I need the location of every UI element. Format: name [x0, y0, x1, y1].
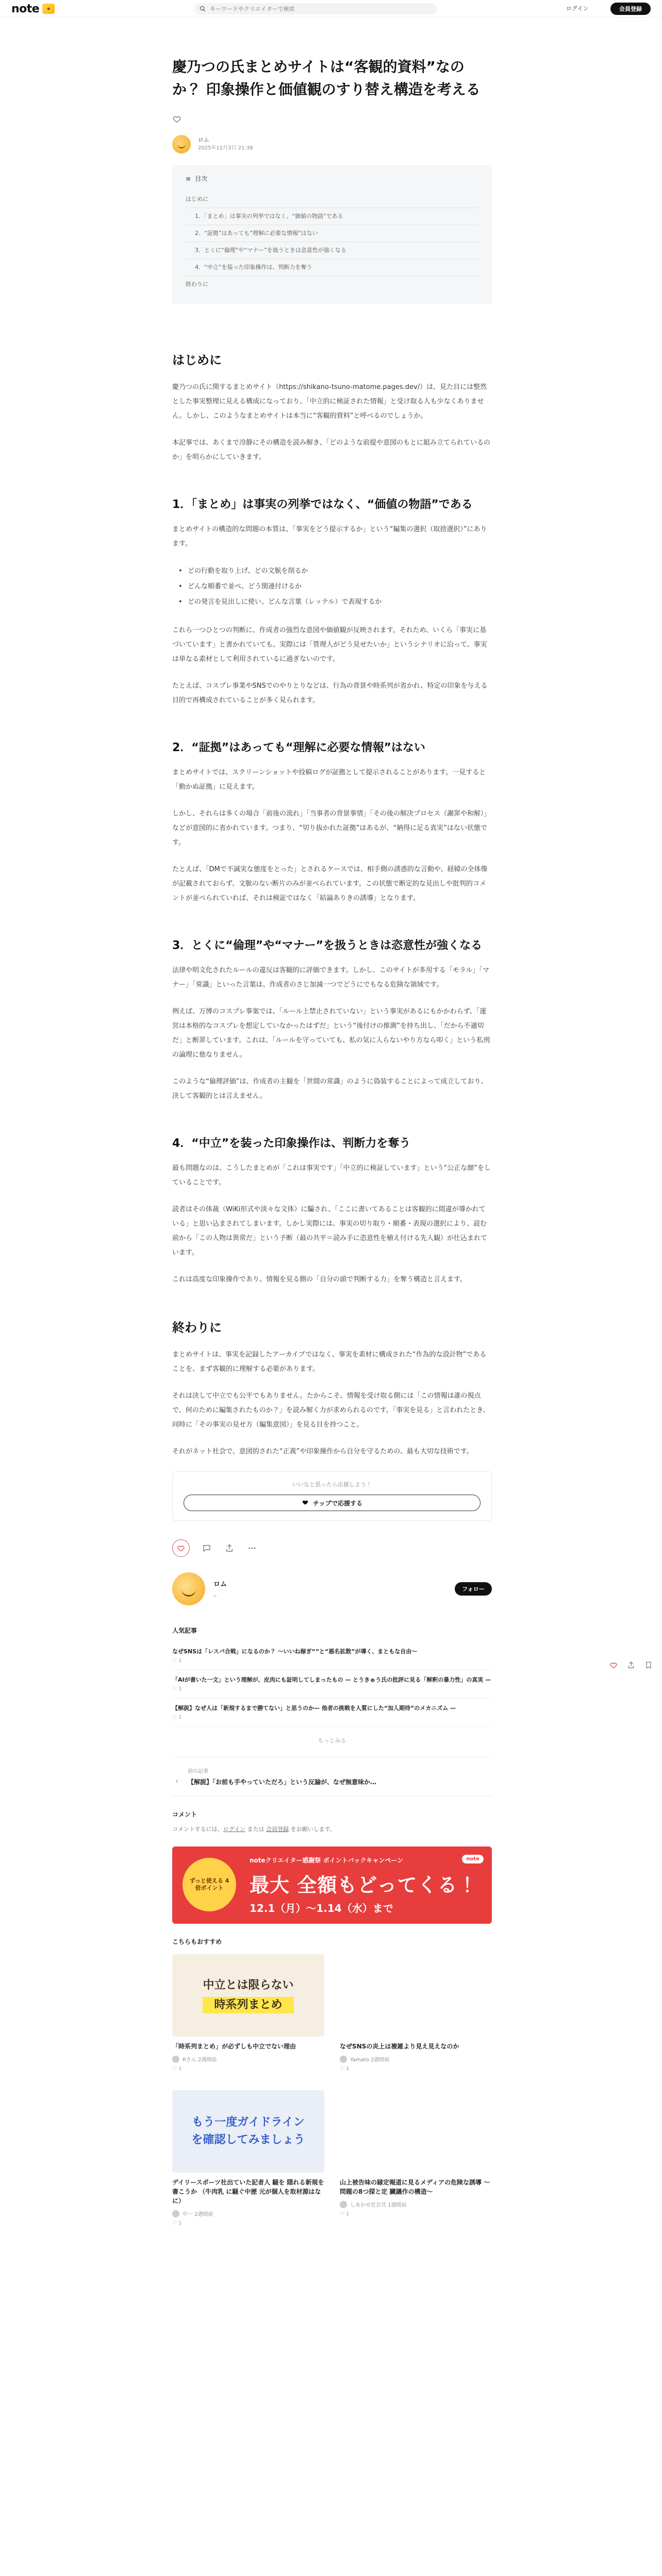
like-count: ♡ 1 [172, 2066, 182, 2072]
paragraph: たとえば、コスプレ事業やSNSでのやりとりなどは、行為の背景や時系列が省かれ、特定の印象を与える目的で再構成されていることが多く見られます。 [172, 682, 488, 704]
spacer [172, 1116, 492, 1136]
section-heading-3: 3．とくに“倫理”や“マナー”を扱うときは恣意性が強くなる [172, 939, 483, 952]
recommend-author [340, 2055, 492, 2063]
recommend-title: なぜSNSの炎上は複雑より見え見えなのか [340, 2043, 459, 2050]
logo-badge-icon: ✦ [42, 4, 55, 14]
article-title: 慶乃つの氏まとめサイトは“客観的資料”なのか？ 印象操作と価値観のすり替え構造を考える [172, 58, 481, 98]
more-icon[interactable] [246, 1543, 258, 1554]
avatar [340, 2201, 347, 2208]
popular-title: 【解説】なぜ人は「新規するまで勝てない」と思うのか— 他者の挑戦を人質にした“加入期待”のメカニズム — [172, 1705, 456, 1711]
like-count-value: 1 [178, 2066, 182, 2072]
thumbnail [172, 2090, 324, 2173]
paragraph: 最も問題なのは、こうしたまとめが「これは事実です」「中立的に検証しています」という“公正な顔”をしていることです。 [172, 1164, 491, 1187]
search-input[interactable] [210, 6, 426, 12]
thumb-line: を確認してみましょう [191, 2133, 305, 2146]
list-item[interactable] [172, 1670, 492, 1699]
popular-title: 「AIが書いた一文」という理解が、皮肉にも証明してしまったもの — とうきゅう氏の批評に見る「解釈の暴力性」の真実 — [172, 1676, 491, 1683]
paragraph: たとえば、「DMで不誠実な態度をとった」とされるケースでは、相手側の誘惑的な言動や、経緯の全体像が記載されておらず、文脈のない断片のみが並べられています。この状態で断定的な見出しや批判的コメントが並べられていれば、それは検証ではなく「結論ありきの誘導」となります。 [172, 866, 488, 902]
publish-date: 2025年12月3日 21:38 [198, 145, 253, 151]
share-icon[interactable] [626, 1660, 636, 1670]
thumbnail [172, 1954, 324, 2037]
banner-main-text: 最大 全額もどってくる！ [250, 1874, 478, 1896]
recommend-heading: こちらもおすすめ [172, 1938, 222, 1945]
author-text: Yamato 2週間前 [350, 2057, 390, 2063]
logo-text: note [11, 2, 40, 15]
author-name[interactable]: ロム [198, 137, 209, 143]
comment-note-prefix: コメントするには、 [172, 1826, 223, 1833]
toc-label: 目次 [195, 175, 208, 182]
thumb-line: 中立とは限らない [203, 1979, 294, 1992]
recommend-title: 「時系列まとめ」が必ずしも中立でない理由 [172, 2043, 296, 2050]
spacer [172, 720, 492, 740]
comment-note-suffix: をお願いします。 [289, 1826, 336, 1833]
signup-button[interactable]: 会員登録 [610, 3, 651, 15]
prev-article-card[interactable] [172, 1757, 492, 1797]
like-count-value: 1 [346, 2066, 350, 2072]
thumb-line: 時系列まとめ [203, 1997, 293, 2013]
prev-label: 前の記事 [188, 1769, 208, 1774]
comment-heading: コメント [172, 1811, 197, 1818]
list-item: • どんな順番で並べ、どう関連付けるか [178, 579, 492, 595]
note-logo[interactable] [11, 2, 55, 15]
paragraph: 慶乃つの氏に関するまとめサイト（https://shikano-tsuno-matome.pages.dev/）は、見た目には整然とした事実整理に見える構成になっており、「中立的に検証された情報」と受け取る人も少なくありません。しかし、このようなまとめサイトは本当に“客観的資料”と呼べるのでしょうか。 [172, 383, 487, 420]
comment-login-link[interactable]: ログイン [223, 1826, 246, 1833]
toc-item[interactable]: はじめに [186, 191, 478, 208]
paragraph: それがネット社会で、意図的された“正義”や印象操作から自分を守るための、最も大切な技術です。 [172, 1448, 473, 1455]
spacer [172, 1299, 492, 1319]
heart-icon[interactable] [608, 1660, 619, 1670]
paragraph: 法律や明文化されたルールの違反は客観的に評価できます。しかし、このサイトが多用する「モラル」「マナー」「常識」といった言葉は、作成者のさじ加減一つでどうにでもなる危険な領域です。 [172, 967, 489, 989]
recommend-title: 山上被告味の縁定報道に見るメディアの危険な誘導 〜問題の8つ探と定 臓議作の構造〜 [340, 2179, 490, 2195]
like-count-value: 1 [346, 2211, 350, 2217]
spacer [172, 918, 492, 938]
support-box [172, 1471, 492, 1521]
author-text: 中一 2週間前 [183, 2212, 213, 2217]
paragraph: これは高度な印象操作であり、情報を見る側の「自分の頭で判断する力」を奪う構造と言えます。 [172, 1276, 467, 1283]
like-count-value: 1 [178, 2221, 182, 2226]
banner-tag: note [462, 1855, 484, 1863]
list-item[interactable] [172, 1699, 492, 1727]
tip-button-label: チップで応援する [312, 1499, 362, 1507]
paragraph: 本記事では、あくまで冷静にその構造を読み解き、「どのような前提や意図のもとに組み立てられているのか」を明らかにしていきます。 [172, 439, 490, 461]
paragraph: 読者はその体裁（WiKi形式や淡々な文体）に騙され、「ここに書いてあることは客観的に間違が導かれている」と思い込まされてしまいます。しかし実際には、事実の切り取り・順番・表現の選択により、読む前から「この人物は異常だ」という予断（最の共平＝読み手に恣意性を植え付ける先入観）が仕込まれています。 [172, 1206, 488, 1257]
comment-note-mid: または [245, 1826, 267, 1833]
tip-button[interactable] [184, 1495, 481, 1511]
toc-item[interactable]: 終わりに [186, 281, 208, 287]
login-link[interactable]: ログイン [566, 5, 589, 12]
popular-title: なぜSNSは「レスバ合戦」になるのか？ 〜いいね稼ぎ“”と“悪名拡散”が導く、まともな自由〜 [172, 1648, 418, 1655]
coin-heart-icon [302, 1499, 309, 1507]
avatar [340, 2056, 347, 2063]
share-icon[interactable] [224, 1543, 235, 1554]
creator-info [172, 1572, 227, 1605]
campaign-banner[interactable] [172, 1846, 492, 1924]
follow-button[interactable]: フォロー [455, 1582, 492, 1596]
avatar[interactable] [172, 135, 191, 154]
more-link[interactable]: もっとみる [318, 1737, 346, 1744]
avatar [172, 2210, 179, 2217]
like-count: ♡ 1 [340, 2066, 350, 2072]
spacer [172, 477, 492, 497]
search-icon [200, 6, 206, 12]
section-heading-2: 2．“証拠”はあっても“理解に必要な情報”はない [172, 741, 425, 754]
table-of-contents [172, 165, 492, 304]
avatar[interactable] [172, 1572, 205, 1605]
like-count: ♡ 1 [172, 2221, 182, 2226]
bullet-list [172, 564, 492, 610]
list-item: • どの発言を見出しに使い、どんな言葉（レッテル）で表現するか [178, 595, 492, 610]
comment-icon[interactable] [201, 1543, 212, 1554]
author-meta [198, 136, 253, 152]
popular-articles [172, 1626, 492, 1744]
like-count-value: 1 [178, 1658, 182, 1664]
recommend-author [172, 2210, 324, 2217]
thumb-line: もう一度ガイドライン [192, 2116, 305, 2129]
recommend-card[interactable] [172, 1954, 324, 2072]
popular-heading: 人気記事 [172, 1627, 197, 1634]
search-bar[interactable] [194, 3, 437, 14]
section-heading-outro: 終わりに [172, 1320, 222, 1335]
toc-item[interactable]: 1．「まとめ」は事実の列挙ではなく、“価値の物語”である [186, 208, 478, 225]
heart-icon[interactable] [172, 114, 184, 126]
prev-title: 【解説】「お前も手やっていただろ」という反論が、なぜ無意味か… [188, 1778, 377, 1786]
list-item[interactable] [172, 1642, 492, 1670]
author-row [172, 135, 492, 154]
author-text: しあわせ社会共 1週間前 [350, 2202, 407, 2208]
recommend-grid [172, 1954, 492, 2226]
creator-name[interactable]: ロム [213, 1581, 227, 1588]
rss-icon[interactable]: ⌁ [213, 1592, 217, 1599]
banner-date: 12.1（月）〜1.14（水）まで [250, 1902, 393, 1914]
banner-circle: ずっと使える 4倍ポイント [183, 1858, 236, 1911]
paragraph: このような“倫理評価”は、作成者の主観を「世間の常識」のように偽装することによって成立しており、決して客観的とは言えません。 [172, 1078, 488, 1100]
like-count: ♡ 1 [172, 1715, 182, 1720]
paragraph: これら一つひとつの判断に、作成者の強烈な意図や価値観が反映されます。それため、いくら「事実に基づいています」と書かれていても、実際には「管理人がどう見せたいか」というシナリオに沿って、事実は単なる素材として利用されているに過ぎないのです。 [172, 626, 487, 663]
comment-signup-link[interactable]: 会員登録 [266, 1826, 289, 1833]
like-count: ♡ 1 [340, 2211, 350, 2217]
thumbnail [340, 2090, 492, 2173]
section-heading-4: 4．“中立”を装った印象操作は、判断力を奪う [172, 1137, 411, 1150]
list-item: • どの行動を取り上げ、どの文脈を削るか [178, 564, 492, 579]
paragraph: まとめサイトの構造的な問題の本質は、「事実をどう提示するか」という“編集の選択（取捨選択）”にあります。 [172, 526, 487, 548]
recommend-card[interactable] [340, 2090, 492, 2226]
toc-item[interactable]: 3．とくに“倫理”や“マナー”を扱うときは恣意性が強くなる [186, 242, 478, 259]
bookmark-icon[interactable] [643, 1660, 654, 1670]
paragraph: まとめサイトは、事実を記録したアーカイブではなく、事実を素材に構成された“作為的な設計物”であることを、まず客観的に理解する必要があります。 [172, 1351, 487, 1373]
like-count: ♡ 1 [172, 1658, 182, 1664]
chevron-left-icon: ‹ [175, 1776, 179, 1786]
article [172, 56, 492, 2226]
support-label: いいなと思ったら応援しよう！ [292, 1481, 372, 1488]
recommend-title: デイリースポーツ社出ていた記者人 騒を 隠れる新規を書こうか （牛肉乳 に騒ぐ中歴 元が個人を取材源はなに） [172, 2179, 324, 2205]
author-text: Rさん 2週間前 [183, 2057, 217, 2063]
paragraph: それは決して中立でも公平でもありません。たからこそ、情報を受け取る側には「この情報は誰の視点で、何のために編集されたものか？」を読み解く力が求められるのです。「事実を見る」と言われたとき、同時に「その事実の見せ方（編集意図）」を見る目を持つこと。 [172, 1392, 490, 1429]
comment-note [172, 1825, 492, 1833]
like-count-value: 1 [178, 1686, 182, 1692]
banner-top-text: noteクリエイター感謝祭 ポイントバックキャンペーン [250, 1857, 404, 1864]
action-row [172, 1539, 492, 1557]
like-button[interactable] [172, 1539, 190, 1557]
like-count-value: 1 [178, 1715, 182, 1720]
recommend-card[interactable] [340, 1954, 492, 2072]
paragraph: 例えば、万博のコスプレ事案では、「ルール上禁止されていない」という事実があるにもかかわらず、「運営は本格的なコスプレを想定していなかったはずだ」という“後付けの推測”を持ち出し、「だから不適切だ」と断罪しています。これは、「ルールを守っていても、私の気に入らないやり方なら叩く」という私刑の論理に他なりません。 [172, 1008, 490, 1059]
recommend-card[interactable] [172, 2090, 324, 2226]
creator-card [172, 1572, 492, 1605]
recommend-author [172, 2055, 324, 2063]
like-count: ♡ 1 [172, 1686, 182, 1692]
floating-actions [608, 1660, 654, 1670]
thumbnail [340, 1954, 492, 2037]
list-icon: ≡ [186, 175, 191, 182]
toc-item[interactable]: 4．“中立”を装った印象操作は、判断力を奪う [186, 259, 478, 276]
recommend-author [340, 2200, 492, 2208]
paragraph: しかし、それらは多くの場合「前後の流れ」「当事者の背景事情」「その後の解決プロセス（謝罪や和解）」などが意図的に省かれています。つまり、“切り抜かれた証拠”はあるが、“納得に足る真実”はない状態です。 [172, 810, 491, 846]
toc-header[interactable] [186, 174, 478, 183]
section-heading-intro: はじめに [172, 353, 222, 367]
section-heading-1: 1．「まとめ」は事実の列挙ではなく、“価値の物語”である [172, 498, 473, 511]
paragraph: まとめサイトでは、スクリーンショットや投稿ログが証拠として提示されることがあります。一見すると「動かぬ証拠」に見えます。 [172, 769, 486, 791]
toc-item[interactable]: 2．“証拠”はあっても“理解に必要な情報”はない [186, 225, 478, 242]
top-header [0, 0, 662, 18]
avatar [172, 2056, 179, 2063]
